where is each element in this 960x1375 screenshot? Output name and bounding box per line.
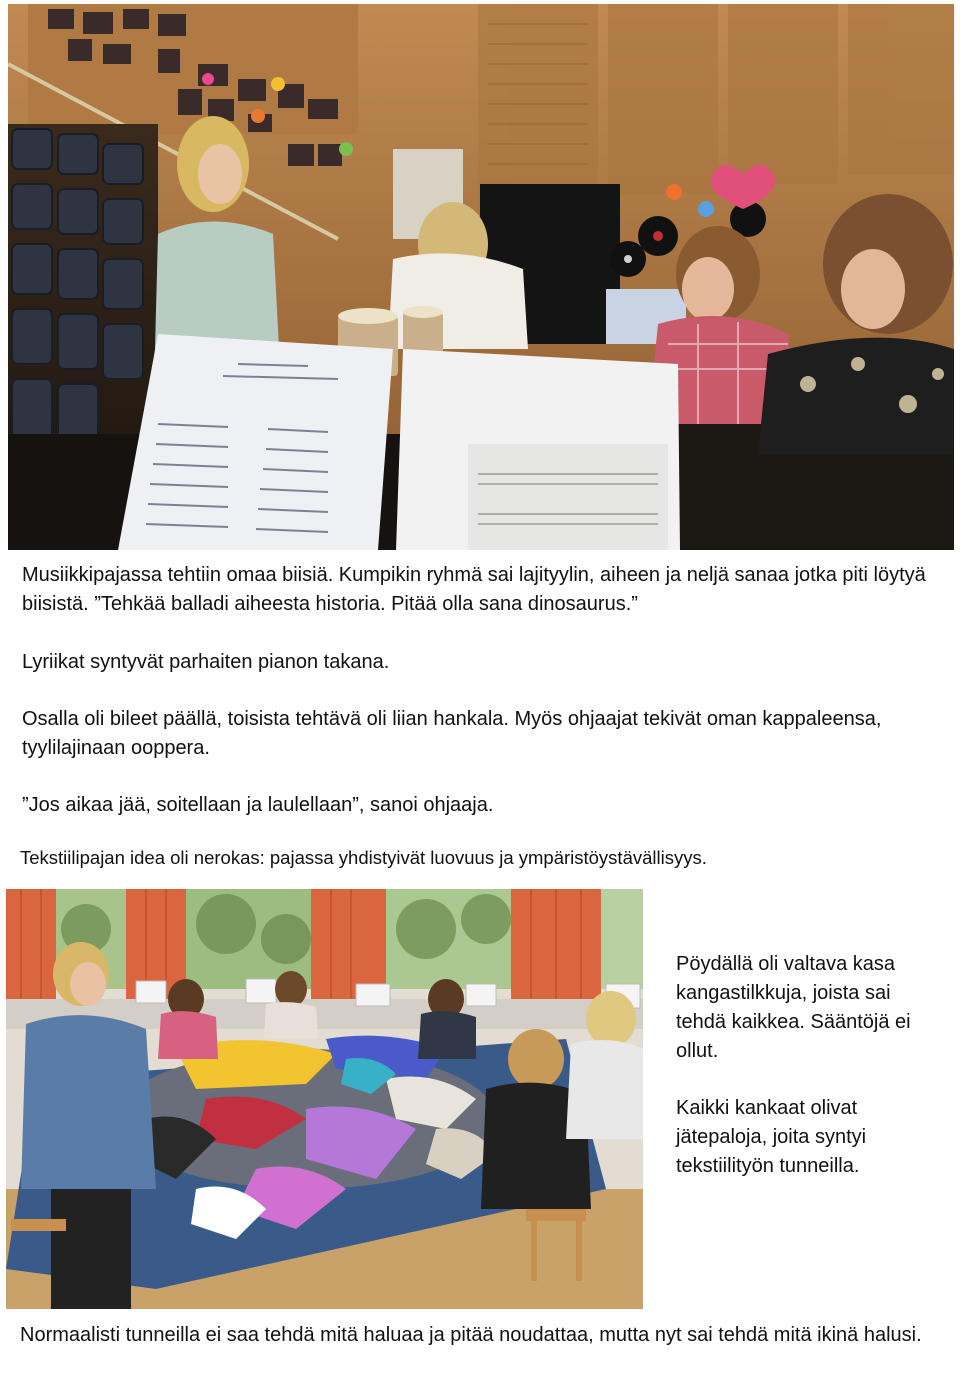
sheet-music-left (118, 334, 393, 550)
textile-intro-text: Tekstiilipajan idea oli nerokas: pajassa yhdistyivät luovuus ja ympäristöystävällisyys. (20, 847, 707, 868)
music-workshop-illustration (8, 4, 954, 550)
closing-text: Normaalisti tunneilla ei saa tehdä mitä haluaa ja pitää noudattaa, mutta nyt sai tehdä mitä ikinä halusi. (20, 1324, 922, 1346)
fabric-waste-text: Kaikki kankaat olivat jätepaloja, joita syntyi tekstiilityön tunneilla. (676, 1097, 867, 1177)
fabric-pile-text: Pöydällä oli valtava kasa kangastilkkuja, joista sai tehdä kaikkea. Sääntöjä ei ollut. (676, 953, 911, 1062)
sheet-music-right (396, 349, 680, 550)
textile-workshop-illustration (6, 889, 643, 1309)
instructor-quote-text: ”Jos aikaa jää, soitellaan ja laulellaan”, sanoi ohjaaja. (22, 794, 494, 816)
lyrics-piano-text: Lyriikat syntyvät parhaiten pianon takana. (22, 651, 390, 673)
music-workshop-photo (8, 4, 954, 550)
party-mood-text: Osalla oli bileet päällä, toisista tehtävä oli liian hankala. Myös ohjaajat tekivät oman kappaleensa, tyylilajinaan ooppera. (22, 708, 882, 759)
music-intro-text: Musiikkipajassa tehtiin omaa biisiä. Kumpikin ryhmä sai lajityylin, aiheen ja neljä sanaa jotka piti löytyä biisistä. ”Tehkää balladi aiheesta historia. Pitää olla sana dinosaurus.” (22, 564, 926, 615)
textile-workshop-photo (6, 889, 643, 1309)
